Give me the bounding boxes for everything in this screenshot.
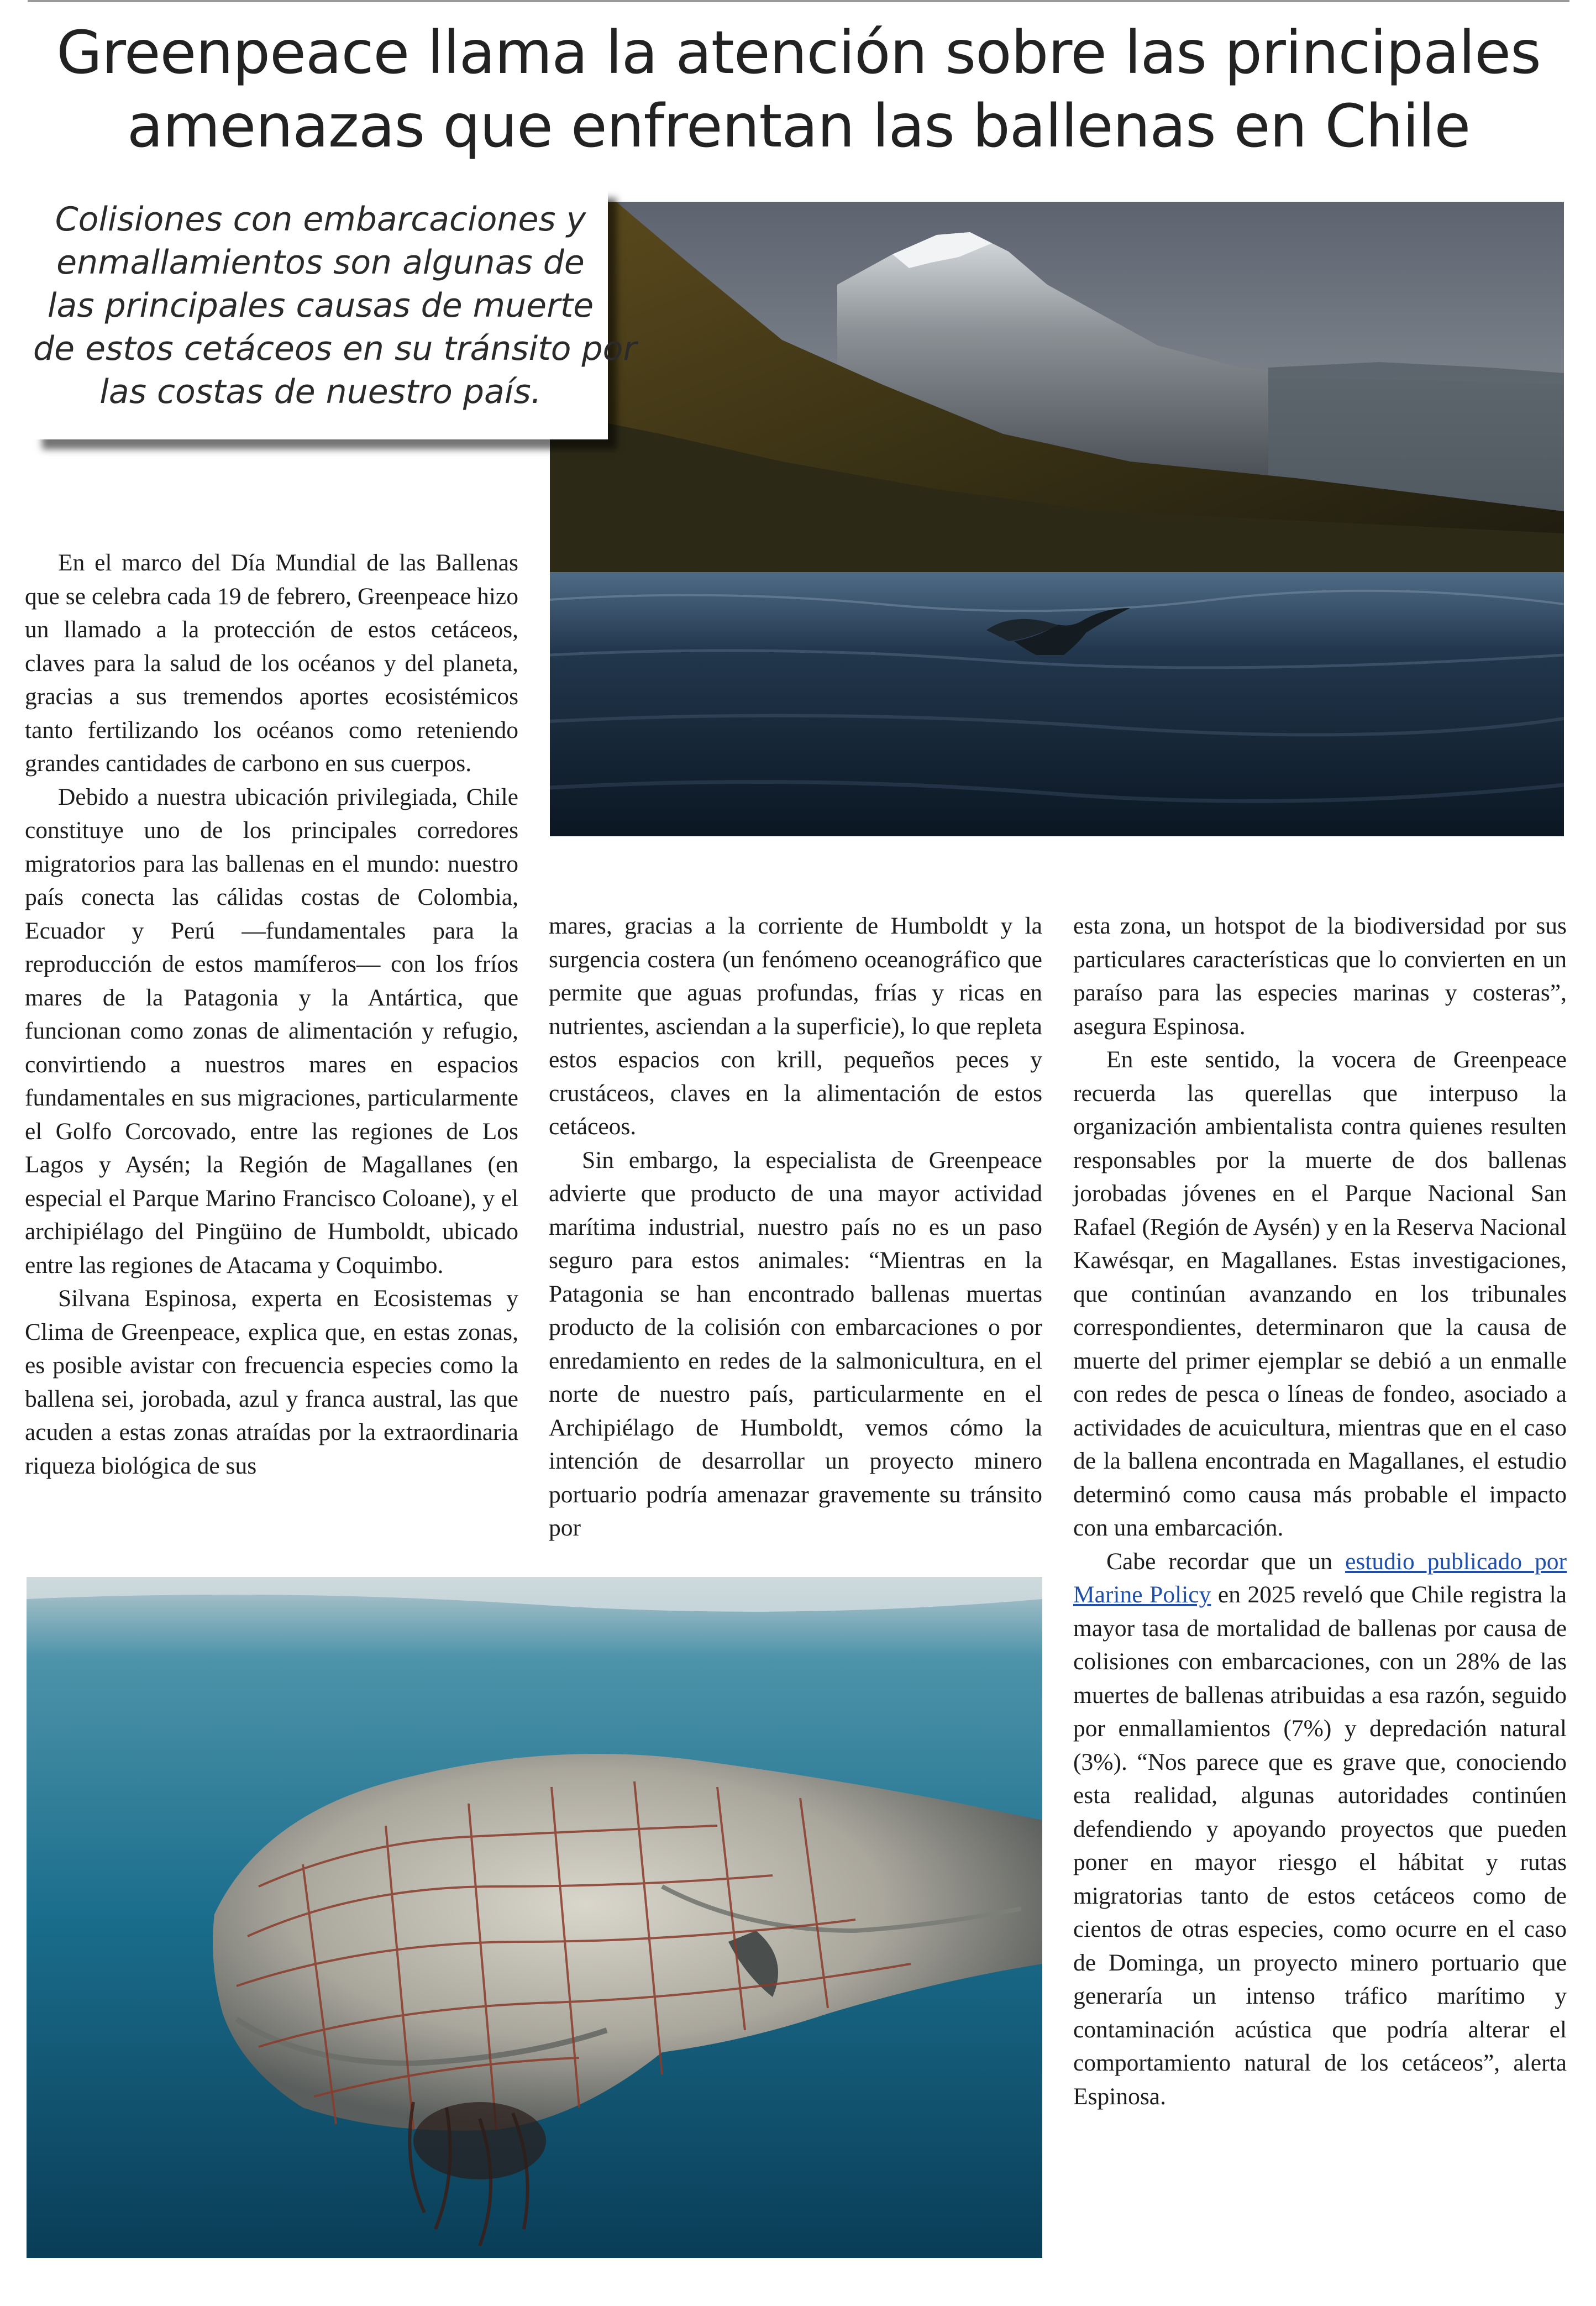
paragraph-4: Sin embargo, la especialista de Greenpeace advierte que producto de una mayor actividad marítima industrial, nuestro país no es un paso seguro para estos animales: “Mientras en la Patagonia se han encontrado ballenas muertas producto de la colisión con embarcaciones o por enredamiento en redes de la salmonicultura, en el norte de nuestro país, particularmente en el Archipiélago de Humboldt, vemos cómo la intención de desarrollar un proyecto minero portuario podría amenazar gravemente su tránsito por bbox=[549, 1146, 1042, 1541]
paragraph-6-lead: Cabe recordar que un bbox=[1106, 1548, 1346, 1575]
article-column-2 bbox=[549, 909, 1042, 1545]
deck-line-3: las principales causas de muerte bbox=[47, 286, 594, 325]
headline-line-2: amenazas que enfrentan las ballenas en Chile bbox=[127, 92, 1471, 161]
article-column-3 bbox=[1073, 909, 1567, 2113]
deck-line-5: las costas de nuestro país. bbox=[99, 373, 542, 411]
article-column-1 bbox=[25, 546, 518, 1482]
headline bbox=[44, 17, 1553, 164]
paragraph-2: Debido a nuestra ubicación privilegiada, Chile constituye uno de los principales corredores migratorios para las ballenas en el mundo: nuestro país conecta las cálidas costas de Colombia, Ecuador y Perú —fundamentales para la reproducción de estos mamíferos— con los fríos mares de la Patagonia y la Antártica, que funcionan como zonas de alimentación y refugio, convirtiendo a nuestros mares en espacios fundamentales en sus migraciones, particularmente el Golfo Corcovado, entre las regiones de Los Lagos y Aysén; la Región de Magallanes (en especial el Parque Marino Francisco Coloane), y el archipiélago del Pingüino de Humboldt, ubicado entre las regiones de Atacama y Coquimbo. bbox=[25, 783, 518, 1278]
entangled-whale-illustration bbox=[27, 1577, 1042, 2258]
marine-policy-study-link[interactable]: estudio publicado por Marine Policy bbox=[1073, 1548, 1567, 1608]
top-rule bbox=[28, 0, 1569, 2]
paragraph-1: En el marco del Día Mundial de las Ballenas que se celebra cada 19 de febrero, Greenpeace hizo un llamado a la protección de estos cetáceos, claves para la salud de los océanos y del planeta, gracias a sus tremendos aportes ecosistémicos tanto fertilizando los océanos como reteniendo grandes cantidades de carbono en sus cuerpos. bbox=[25, 549, 518, 777]
paragraph-5: En este sentido, la vocera de Greenpeace recuerda las querellas que interpuso la organización ambientalista contra quienes resulten responsables por la muerte de dos ballenas jorobadas jóvenes en el Parque Nacional San Rafael (Región de Aysén) y en la Reserva Nacional Kawésqar, en Magallanes. Estas investigaciones, que continúan avanzando en los tribunales correspondientes, determinaron que la causa de muerte del primer ejemplar se debió a un enmalle con redes de pesca o líneas de fondeo, asociado a actividades de acuicultura, mientras que en el caso de la ballena encontrada en Magallanes, el estudio determinó como causa más probable el impacto con una embarcación. bbox=[1073, 1046, 1567, 1541]
paragraph-3-continued: mares, gracias a la corriente de Humboldt y la surgencia costera (un fenómeno oceanográfico que permite que aguas profundas, frías y ricas en nutrientes, asciendan a la superficie), lo que repleta estos espacios con krill, pequeños peces y crustáceos, claves en la alimentación de estos cetáceos. bbox=[549, 913, 1042, 1140]
deck-line-4: de estos cetáceos en su tránsito por bbox=[33, 329, 637, 368]
deck-line-2: enmallamientos son algunas de bbox=[56, 243, 585, 282]
headline-line-1: Greenpeace llama la atención sobre las principales bbox=[56, 19, 1541, 87]
whale-tail-photo bbox=[550, 202, 1564, 836]
whale-tail-illustration bbox=[550, 202, 1564, 836]
paragraph-6 bbox=[1073, 1545, 1567, 2114]
entangled-whale-photo bbox=[27, 1577, 1042, 2258]
paragraph-3: Silvana Espinosa, experta en Ecosistemas y Clima de Greenpeace, explica que, en estas zonas, es posible avistar con frecuencia especies como la ballena sei, jorobada, azul y franca austral, las que acuden a estas zonas atraídas por la extraordinaria riqueza biológica de sus bbox=[25, 1285, 518, 1479]
paragraph-4-continued: esta zona, un hotspot de la biodiversidad por sus particulares características que lo convierten en un paraíso para las especies marinas y costeras”, asegura Espinosa. bbox=[1073, 913, 1567, 1040]
paragraph-6-body: en 2025 reveló que Chile registra la mayor tasa de mortalidad de ballenas por causa de colisiones con embarcaciones, con un 28% de las muertes de ballenas atribuidas a esa razón, seguido por enmallamientos (7%) y depredación natural (3%). “Nos parece que es grave que, conociendo esta realidad, algunas autoridades continúen defendiendo y apoyando proyectos que pueden poner en mayor riesgo el hábitat y rutas migratorias tanto de estos cetáceos como de cientos de otras especies, como ocurre en el caso de Dominga, un proyecto minero portuario que generaría un intenso tráfico marítimo y contaminación acústica que podría alterar el comportamiento natural de los cetáceos”, alerta Espinosa. bbox=[1073, 1581, 1567, 2110]
deck-line-1: Colisiones con embarcaciones y bbox=[55, 200, 586, 239]
deck-callout bbox=[33, 188, 637, 439]
